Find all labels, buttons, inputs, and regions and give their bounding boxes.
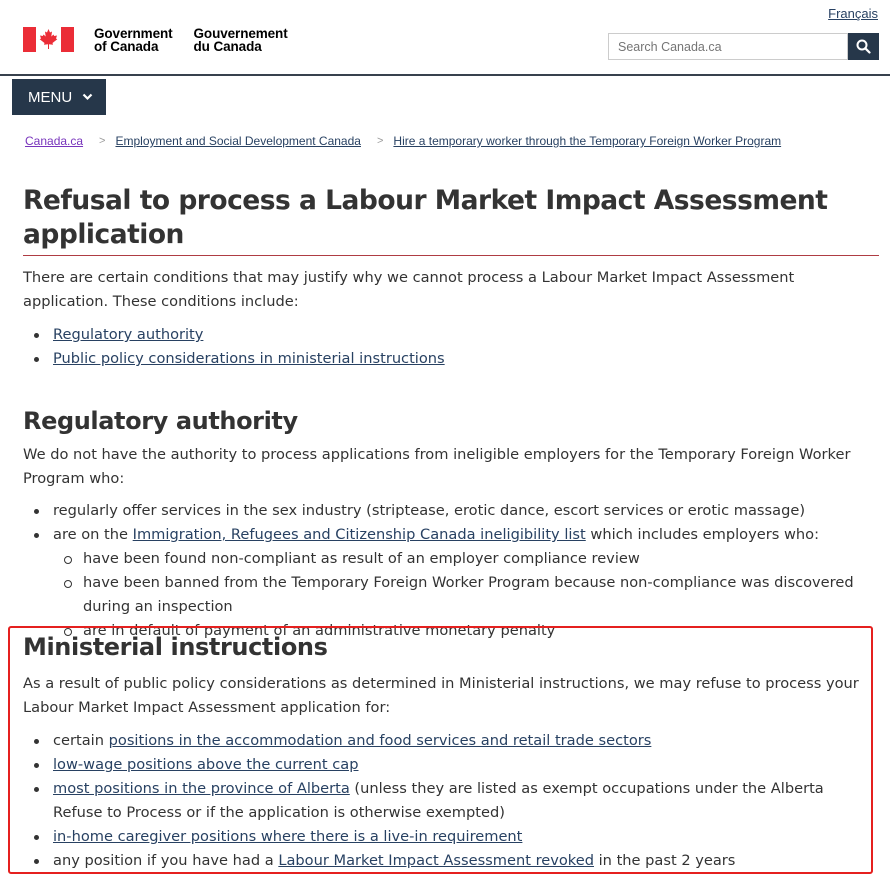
list-item: regularly offer services in the sex industry (striptease, erotic dance, escort services or erotic massage) [23,499,879,523]
list-text: which includes employers who: [585,526,820,543]
section-heading: Ministerial instructions [23,633,328,661]
section-paragraph: As a result of public policy considerations as determined in Ministerial instructions, we may refuse to process your Labour Market Impact Assessment application for: [23,675,859,716]
list-text: (unless they are listed as exempt occupations under the Alberta Refuse to Process or if the application is otherwise exempted) [53,780,824,821]
list-item [23,323,879,347]
search-button[interactable] [848,33,879,60]
menu-button[interactable] [12,79,106,115]
toc-link-public-policy[interactable]: Public policy considerations in ministerial instructions [53,350,445,367]
list-text: are on the [53,526,133,543]
breadcrumb-separator: > [99,135,106,147]
search-input[interactable] [608,33,848,60]
menu-label: MENU [28,88,73,106]
list-text: any position if you have had a [53,852,279,869]
low-wage-cap-link[interactable]: low-wage positions above the current cap [53,756,359,773]
accommodation-retail-link[interactable]: positions in the accommodation and food services and retail trade sectors [108,732,652,749]
alberta-positions-link[interactable]: most positions in the province of Alberta [53,780,350,797]
breadcrumb-separator: > [376,135,384,147]
breadcrumb [25,134,781,148]
list-item [23,753,873,777]
page-title: Refusal to process a Labour Market Impact Assessment application [23,184,879,256]
list-item [23,347,879,371]
list-item [23,825,873,849]
government-of-canada-logo[interactable] [23,27,288,53]
main-content [23,184,879,643]
in-home-caregiver-link[interactable]: in-home caregiver positions where there is a live-in requirement [53,828,523,845]
ircc-ineligibility-list-link[interactable]: Immigration, Refugees and Citizenship Canada ineligibility list [132,526,586,543]
intro-paragraph: There are certain conditions that may justify why we cannot process a Labour Market Impact Assessment application. These conditions include: [23,269,795,310]
list-text: certain [53,732,109,749]
section-heading: Regulatory authority [23,407,298,435]
canada-flag-icon [23,27,74,52]
list-item [23,849,873,873]
section-regulatory-authority [23,405,879,643]
list-item: have been banned from the Temporary Foreign Worker Program because non-compliance was discovered during an inspection [53,571,879,619]
list-item [23,523,879,643]
breadcrumb-link-esdc[interactable]: Employment and Social Development Canada [115,134,361,148]
list-item: have been found non-compliant as result of an employer compliance review [53,547,879,571]
list-item [23,729,873,753]
list-item [23,777,873,825]
section-ministerial-instructions [23,631,873,873]
list-text: in the past 2 years [593,852,736,869]
breadcrumb-link-tfwp[interactable]: Hire a temporary worker through the Temporary Foreign Worker Program [393,134,782,148]
language-toggle-link[interactable]: Français [828,6,878,21]
lmia-revoked-link[interactable]: Labour Market Impact Assessment revoked [278,852,594,869]
breadcrumb-link-canada[interactable]: Canada.ca [25,134,84,148]
header-divider [0,74,890,76]
ineligible-employer-list [23,499,879,643]
table-of-contents [23,323,879,371]
toc-link-regulatory-authority[interactable]: Regulatory authority [53,326,204,343]
site-search [608,33,879,60]
chevron-down-icon [82,93,93,101]
signature-french: Gouvernement du Canada [193,26,288,54]
search-icon [856,39,871,54]
section-paragraph: We do not have the authority to process applications from ineligible employers for the Temporary Foreign Worker Program who: [23,446,851,487]
list-item: are in default of payment of an administrative monetary penalty [53,619,879,643]
ministerial-list [23,729,873,873]
signature-english: Government of Canada [94,26,173,54]
